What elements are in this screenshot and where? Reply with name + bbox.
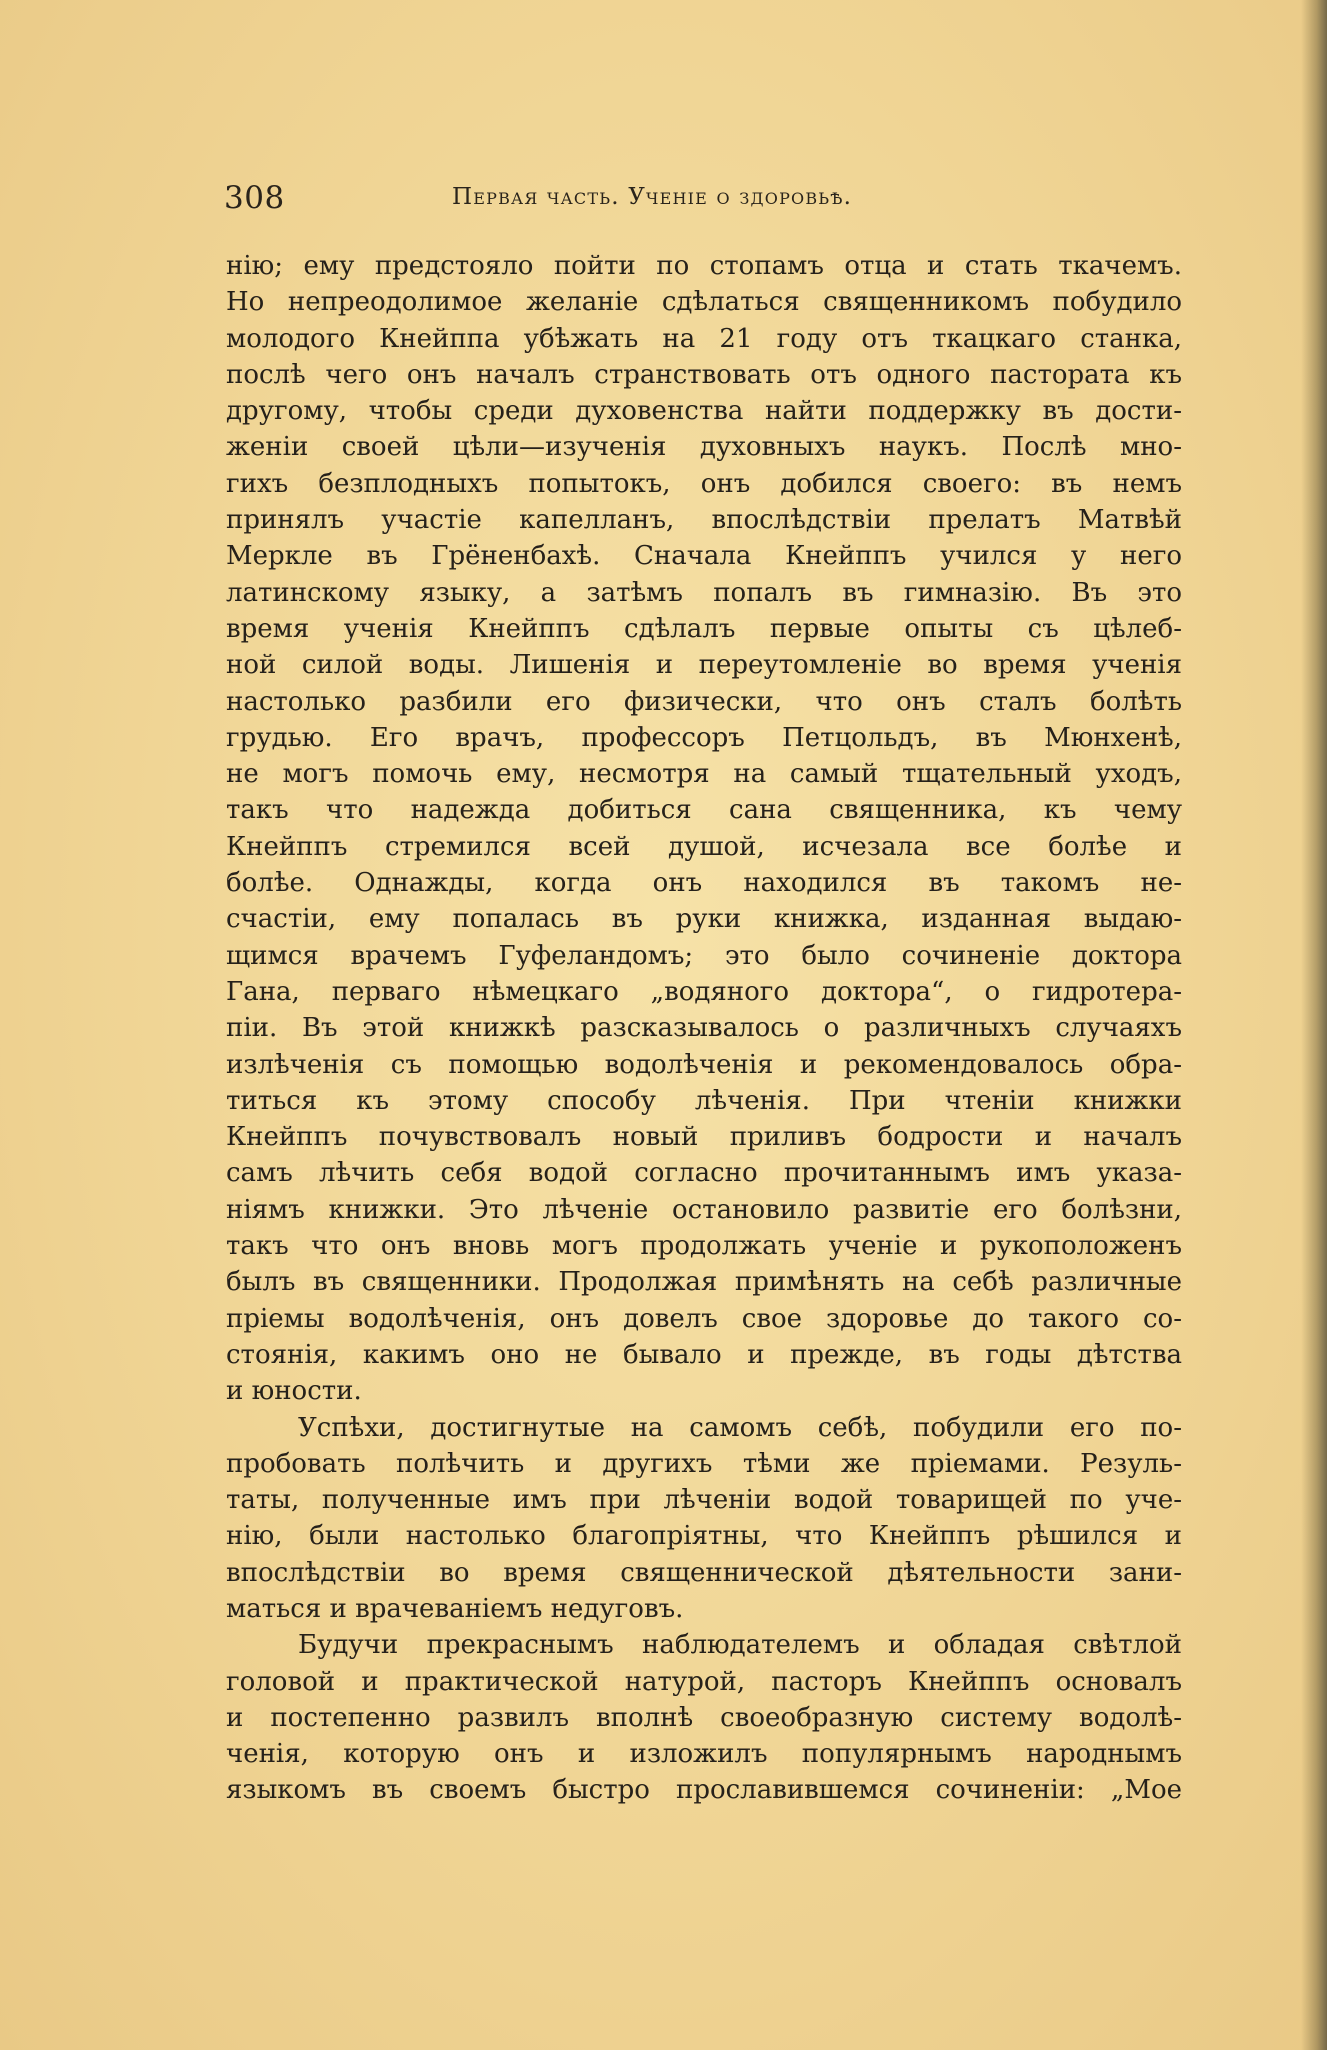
text-line: излѣченія съ помощью водолѣченія и рекомендовалось обра- [226,1049,1182,1080]
text-line: щимся врачемъ Гуфеландомъ; это было сочиненіе доктора [226,940,1182,971]
text-line: титься къ этому способу лѣченія. При чтеніи книжки [226,1085,1182,1116]
text-line: Кнейппъ стремился всей душой, исчезала все болѣе и [226,831,1182,862]
text-line: и постепенно развилъ вполнѣ своеобразную систему водолѣ- [226,1702,1182,1733]
text-line: Но непреодолимое желаніе сдѣлаться священникомъ побудило [226,287,1182,318]
text-line: языкомъ въ своемъ быстро прославившемся сочиненіи: „Мое [226,1775,1182,1806]
text-line: латинскому языку, а затѣмъ попалъ въ гимназію. Въ это [226,577,1182,608]
text-line: нію; ему предстояло пойти по стопамъ отца и стать ткачемъ. [226,251,1182,281]
text-line: стоянія, какимъ оно не бывало и прежде, въ годы дѣтства [226,1339,1182,1370]
text-line-paragraph-end: и юности. [226,1376,362,1407]
text-line: нію, были настолько благопріятны, что Кнейппъ рѣшился и [226,1521,1182,1552]
text-line: Кнейппъ почувствовалъ новый приливъ бодрости и началъ [226,1122,1182,1153]
text-line: Меркле въ Грёненбахѣ. Сначала Кнейппъ учился у него [226,541,1182,572]
text-line: ченія, которую онъ и изложилъ популярнымъ народнымъ [226,1739,1182,1770]
text-line: пробовать полѣчить и другихъ тѣми же пріемами. Резуль- [226,1448,1182,1479]
text-line: молодого Кнейппа убѣжать на 21 году отъ ткацкаго станка, [226,323,1182,354]
body-text [226,248,1182,1809]
text-line: былъ въ священники. Продолжая примѣнять на себѣ различные [226,1267,1182,1298]
text-line: не могъ помочь ему, несмотря на самый тщательный уходъ, [226,759,1182,790]
text-line: принялъ участіе капелланъ, впослѣдствіи прелатъ Матвѣй [226,505,1182,536]
page-header [224,180,1194,220]
text-line: время ученія Кнейппъ сдѣлалъ первые опыты съ цѣлеб- [226,613,1182,644]
text-line: таты, полученные имъ при лѣченіи водой товарищей по уче- [226,1485,1182,1516]
text-line: піи. Въ этой книжкѣ разсказывалось о различныхъ случаяхъ [226,1013,1182,1044]
text-line: Гана, перваго нѣмецкаго „водяного доктора“, о гидротера- [226,976,1182,1007]
text-line-paragraph-end: маться и врачеваніемъ недуговъ. [226,1593,684,1624]
text-line-paragraph-start: Успѣхи, достигнутые на самомъ себѣ, побудили его по- [298,1412,1182,1443]
text-line: самъ лѣчить себя водой согласно прочитаннымъ имъ указа- [226,1158,1182,1189]
text-line: настолько разбили его физически, что онъ сталъ болѣть [226,686,1182,717]
text-line: такъ что онъ вновь могъ продолжать ученіе и рукоположенъ [226,1231,1182,1262]
text-line: головой и практической натурой, пасторъ Кнейппъ основалъ [226,1666,1182,1697]
text-line: послѣ чего онъ началъ странствовать отъ одного пастората къ [226,359,1182,390]
text-line: пріемы водолѣченія, онъ довелъ свое здоровье до такого со- [226,1303,1182,1334]
text-line: такъ что надежда добиться сана священника, къ чему [226,795,1182,826]
text-line: впослѣдствіи во время священнической дѣятельности зани- [226,1557,1182,1588]
text-line: другому, чтобы среди духовенства найти поддержку въ дости- [226,396,1182,427]
text-line: грудью. Его врачъ, профессоръ Петцольдъ, въ Мюнхенѣ, [226,722,1182,753]
text-line: гихъ безплодныхъ попытокъ, онъ добился своего: въ немъ [226,468,1182,499]
page-number: 308 [224,180,285,216]
running-title: Первая часть. Ученіе о здоровьѣ. [452,184,853,210]
text-line: женіи своей цѣли—изученія духовныхъ наукъ. Послѣ мно- [226,432,1182,463]
text-line: болѣе. Однажды, когда онъ находился въ такомъ не- [226,868,1182,899]
text-line: счастіи, ему попалась въ руки книжка, изданная выдаю- [226,904,1182,935]
page-edge-shadow [1301,0,1327,2050]
text-line: ніямъ книжки. Это лѣченіе остановило развитіе его болѣзни, [226,1194,1182,1225]
text-line: ной силой воды. Лишенія и переутомленіе во время ученія [226,650,1182,681]
text-line-paragraph-start: Будучи прекраснымъ наблюдателемъ и обладая свѣтлой [298,1630,1182,1661]
